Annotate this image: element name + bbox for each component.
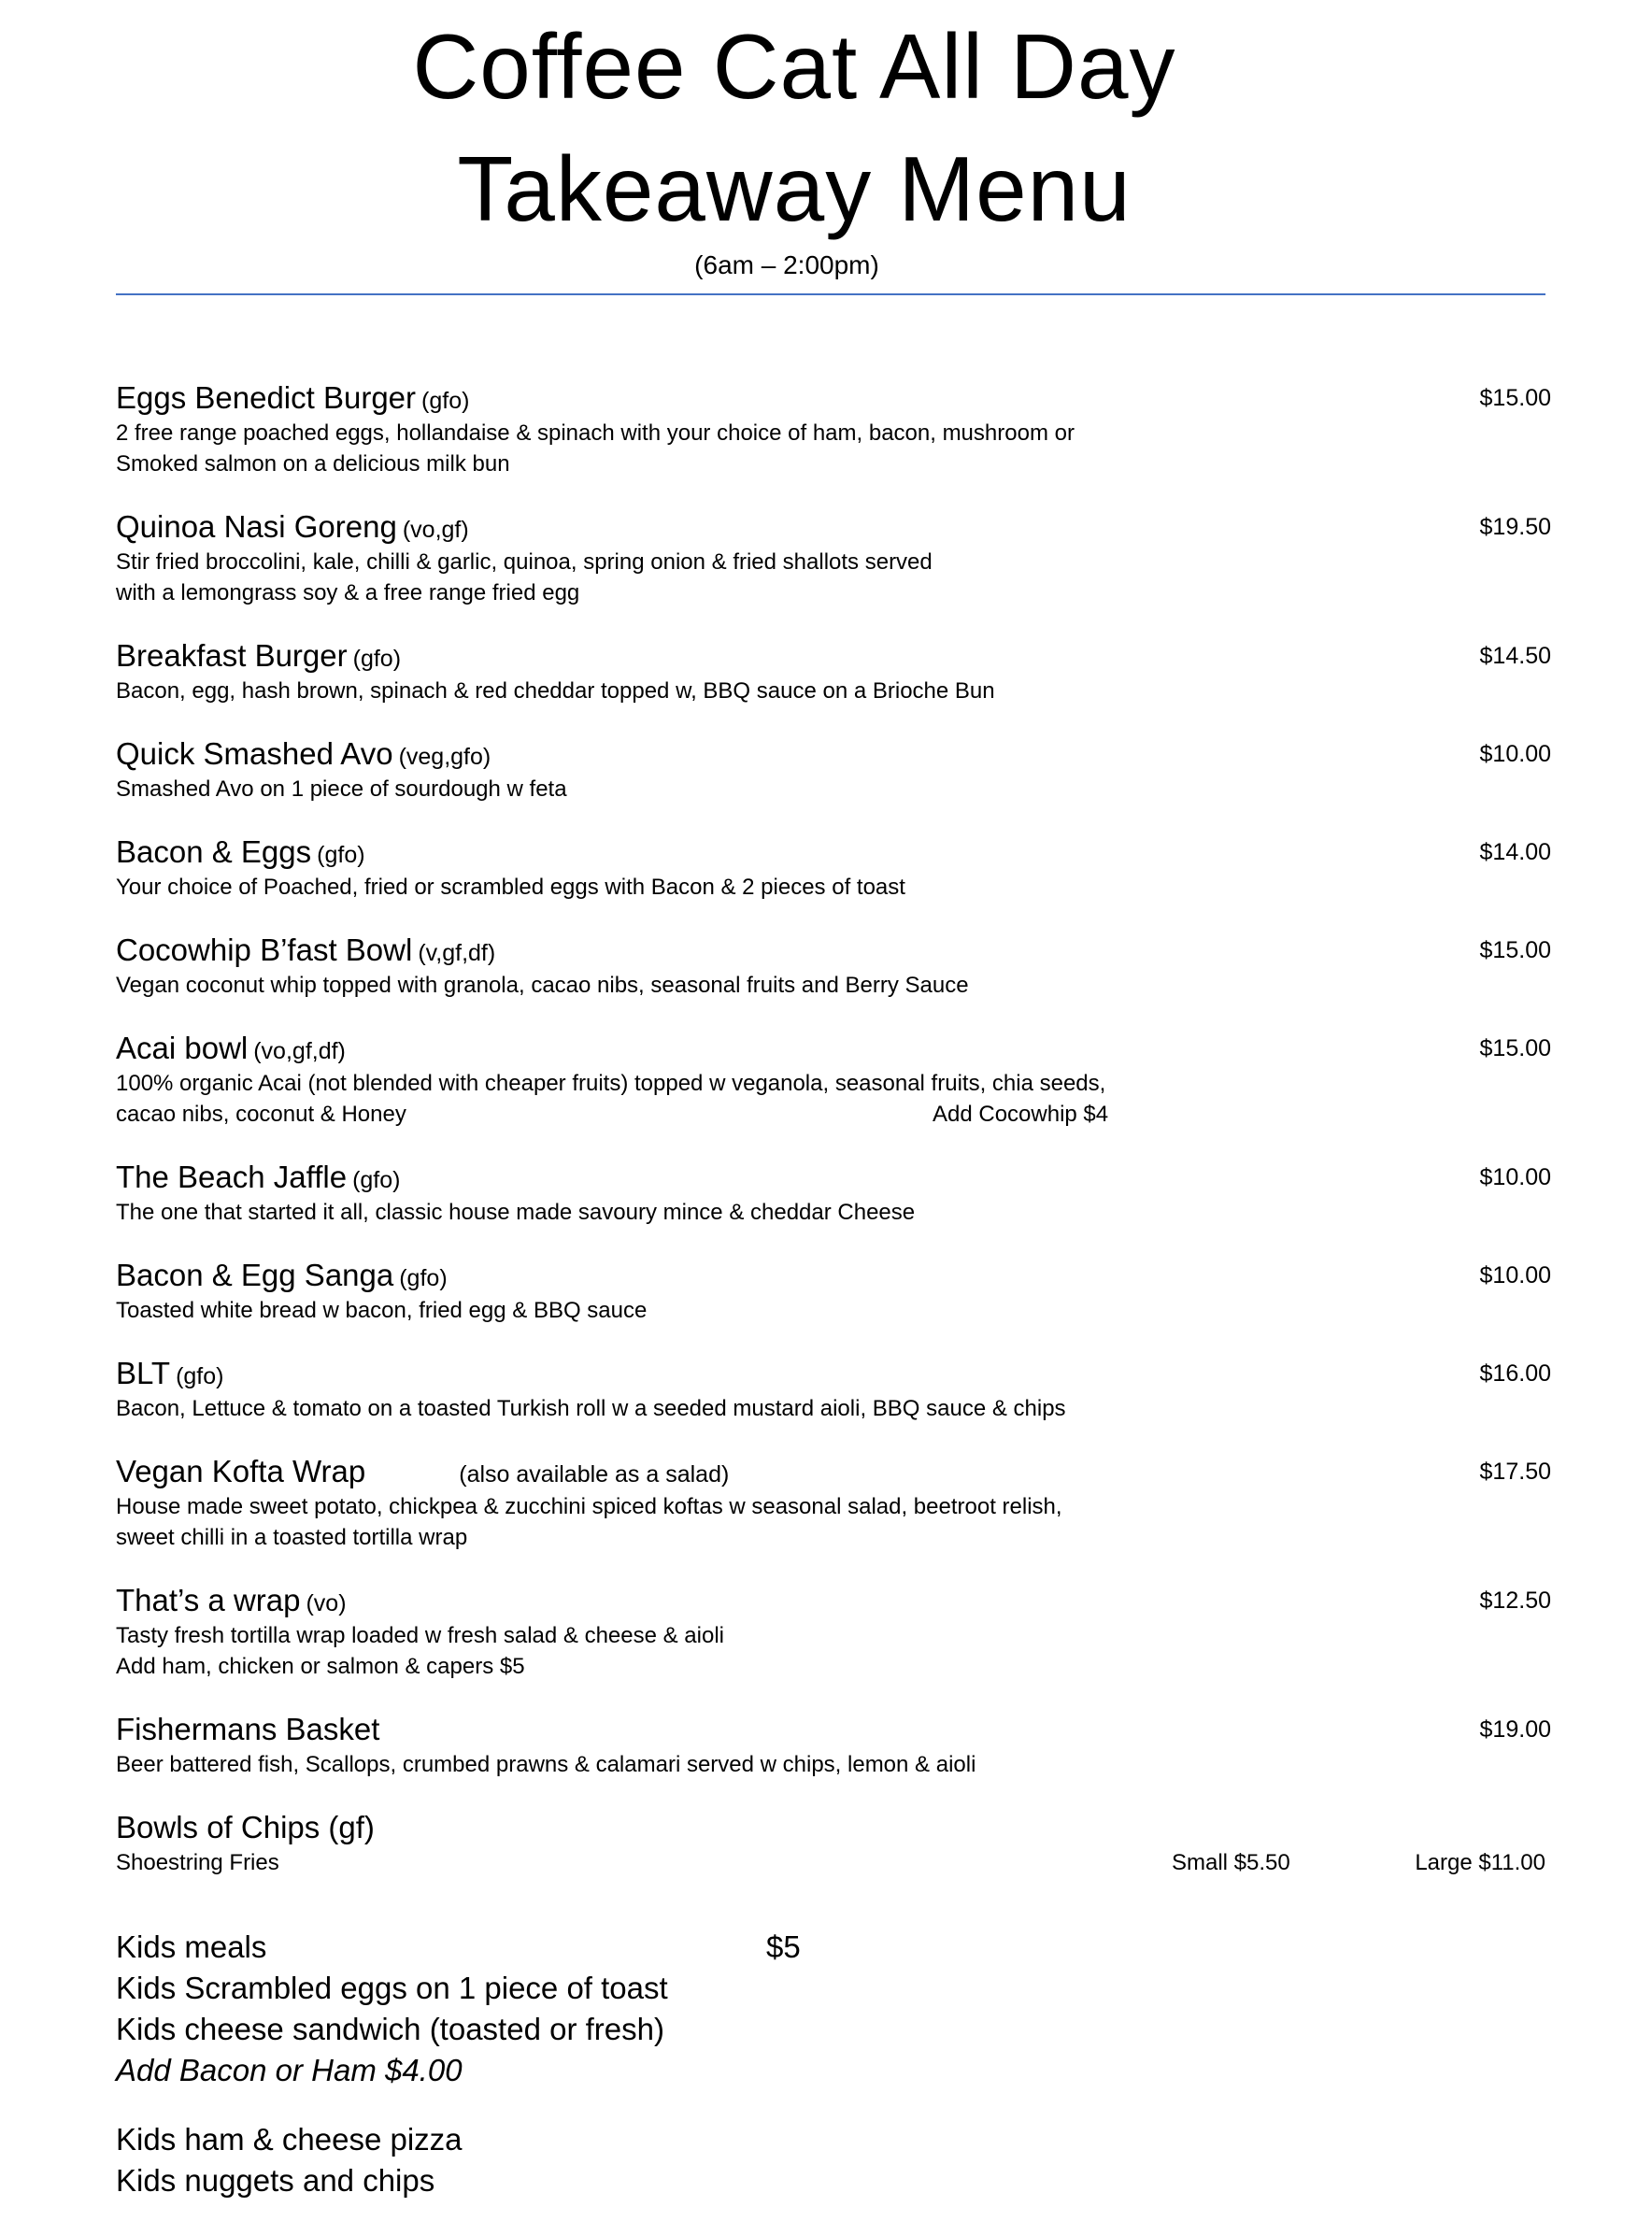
menu-item-description-line: Vegan coconut whip topped with granola, cacao nibs, seasonal fruits and Berry Sauce <box>116 973 969 998</box>
menu-item <box>116 734 1551 804</box>
menu-title-line-2: Takeaway Menu <box>457 137 1132 240</box>
menu-item-dietary-tags: (gfo) <box>399 1265 448 1291</box>
menu-item-dietary-tags: (gfo) <box>421 388 470 414</box>
menu-item-description-line: 100% organic Acai (not blended with cheaper fruits) topped w veganola, seasonal fruits, chia seeds, <box>116 1071 1106 1096</box>
header-divider <box>116 293 1545 295</box>
menu-item-note: (also available as a salad) <box>459 1461 730 1488</box>
menu-item-price: $14.00 <box>1479 839 1551 865</box>
menu-item-description-line: 2 free range poached eggs, hollandaise & spinach with your choice of ham, bacon, mushroom or <box>116 420 1075 446</box>
menu-item-name: Vegan Kofta Wrap <box>116 1454 366 1488</box>
menu-item-header <box>116 1256 1551 1295</box>
menu-item-header <box>116 1354 1551 1393</box>
menu-item-name: Eggs Benedict Burger <box>116 380 417 415</box>
menu-item-header <box>116 1452 1551 1491</box>
menu-item-price: $19.50 <box>1479 514 1551 540</box>
menu-item-header <box>116 1158 1551 1197</box>
menu-item-description <box>116 547 1237 608</box>
menu-item-description <box>116 1620 1237 1682</box>
menu-item <box>116 1710 1551 1780</box>
menu-item-name: Quick Smashed Avo <box>116 736 393 771</box>
menu-item-price: $15.00 <box>1479 1035 1551 1061</box>
menu-item-dietary-tags: (gfo) <box>352 646 402 672</box>
menu-item-header <box>116 1710 1551 1749</box>
menu-item-header <box>116 636 1551 676</box>
kids-meal-item: Kids cheese sandwich (toasted or fresh) <box>116 2012 664 2046</box>
menu-item-description <box>116 1393 1237 1424</box>
menu-item-description-line: House made sweet potato, chickpea & zucchini spiced koftas w seasonal salad, beetroot relish, <box>116 1494 1062 1519</box>
menu-item-header <box>116 1029 1551 1068</box>
menu-item-description <box>116 1197 1237 1228</box>
menu-item-name: Fishermans Basket <box>116 1712 380 1746</box>
chips-large-price: Large $11.00 <box>1415 1850 1545 1875</box>
menu-item-price: $10.00 <box>1479 1164 1551 1190</box>
menu-item-description-line: Your choice of Poached, fried or scrambled eggs with Bacon & 2 pieces of toast <box>116 875 905 900</box>
menu-item-price: $16.00 <box>1479 1360 1551 1387</box>
menu-item-description-line-with-addon <box>116 1099 1237 1130</box>
kids-meal-addon: Add Bacon or Ham $4.00 <box>116 2053 463 2087</box>
menu-item-name: Cocowhip B’fast Bowl <box>116 933 413 967</box>
kids-meals-price: $5 <box>766 1929 801 1964</box>
menu-item-description-line: cacao nibs, coconut & Honey <box>116 1102 406 1127</box>
menu-title-line-1: Coffee Cat All Day <box>412 15 1176 118</box>
menu-item-description-line: Beer battered fish, Scallops, crumbed prawns & calamari served w chips, lemon & aioli <box>116 1752 976 1777</box>
menu-item-price: $14.50 <box>1479 643 1551 669</box>
menu-item-description <box>116 418 1237 479</box>
menu-item-description-line: Smoked salmon on a delicious milk bun <box>116 451 510 477</box>
menu-item-price: $12.50 <box>1479 1587 1551 1614</box>
menu-item-dietary-tags: (vo,gf,df) <box>253 1038 346 1064</box>
menu-item-header <box>116 378 1551 418</box>
menu-item-name: Bacon & Egg Sanga <box>116 1258 394 1292</box>
menu-item-header <box>116 507 1551 547</box>
menu-item-chips <box>116 1808 1551 1878</box>
menu-item <box>116 1354 1551 1424</box>
menu-item-name: BLT <box>116 1356 171 1390</box>
menu-item-description <box>116 1491 1237 1553</box>
menu-item-description-line: Bacon, egg, hash brown, spinach & red cheddar topped w, BBQ sauce on a Brioche Bun <box>116 678 995 704</box>
menu-item-name: That’s a wrap <box>116 1583 301 1617</box>
menu-item-name: Quinoa Nasi Goreng <box>116 509 397 544</box>
menu-item <box>116 1452 1551 1553</box>
menu-item <box>116 931 1551 1001</box>
menu-item-description-line: Add ham, chicken or salmon & capers $5 <box>116 1654 525 1679</box>
menu-item <box>116 833 1551 903</box>
kids-meals-title: Kids meals <box>116 1929 267 1964</box>
menu-item-description-line: with a lemongrass soy & a free range fried egg <box>116 580 580 605</box>
menu-item-header <box>116 833 1551 872</box>
menu-item <box>116 378 1551 479</box>
kids-meal-item: Kids ham & cheese pizza <box>116 2122 463 2157</box>
menu-item-addon: Add Cocowhip $4 <box>933 1102 1109 1127</box>
menu-item-description <box>116 970 1237 1001</box>
menu-item-dietary-tags: (gfo) <box>352 1167 401 1193</box>
menu-item <box>116 1158 1551 1228</box>
menu-item-description-line: Bacon, Lettuce & tomato on a toasted Turkish roll w a seeded mustard aioli, BBQ sauce & chips <box>116 1396 1066 1421</box>
menu-item-description <box>116 872 1237 903</box>
menu-item-name: Acai bowl <box>116 1031 249 1065</box>
menu-item-name: The Beach Jaffle <box>116 1160 348 1194</box>
menu-item <box>116 507 1551 608</box>
menu-item-description <box>116 1749 1237 1780</box>
kids-meal-item: Kids nuggets and chips <box>116 2163 435 2198</box>
menu-item-description-line: sweet chilli in a toasted tortilla wrap <box>116 1525 468 1550</box>
kids-meal-item: Kids Scrambled eggs on 1 piece of toast <box>116 1971 668 2005</box>
menu-item <box>116 1029 1551 1130</box>
menu-item-dietary-tags: (v,gf,df) <box>418 940 496 966</box>
menu-item-price: $10.00 <box>1479 741 1551 767</box>
menu-item-dietary-tags: (veg,gfo) <box>398 744 491 770</box>
menu-item-description <box>116 774 1237 804</box>
kids-spacer <box>116 2091 1050 2119</box>
menu-item <box>116 1256 1551 1326</box>
menu-item-dietary-tags: (vo,gf) <box>402 517 469 543</box>
menu-item-header <box>116 1581 1551 1620</box>
opening-hours: (6am – 2:00pm) <box>694 250 879 279</box>
menu-item <box>116 636 1551 706</box>
menu-item-name: Bowls of Chips (gf) <box>116 1810 375 1844</box>
menu-item-price: $17.50 <box>1479 1459 1551 1485</box>
menu-item-description-line: The one that started it all, classic house made savoury mince & cheddar Cheese <box>116 1200 916 1225</box>
kids-meals-header <box>116 1927 1050 1968</box>
menu-item-header <box>116 734 1551 774</box>
menu-item-dietary-tags: (gfo) <box>176 1363 224 1389</box>
chips-size-row <box>116 1847 1551 1878</box>
menu-item-header <box>116 931 1551 970</box>
menu-item-description <box>116 676 1237 706</box>
menu-item-description <box>116 1295 1237 1326</box>
kids-meals-section <box>116 1927 1050 2201</box>
menu-item-header <box>116 1808 1551 1847</box>
menu-item-description-line: Stir fried broccolini, kale, chilli & garlic, quinoa, spring onion & fried shallots served <box>116 549 933 575</box>
menu-item-price: $15.00 <box>1479 385 1551 411</box>
menu-item-price: $15.00 <box>1479 937 1551 963</box>
menu-item-dietary-tags: (gfo) <box>317 842 365 868</box>
menu-item-description-line: Smashed Avo on 1 piece of sourdough w feta <box>116 776 567 802</box>
menu-item-name: Breakfast Burger <box>116 638 348 673</box>
menu-item-description-line: Toasted white bread w bacon, fried egg & BBQ sauce <box>116 1298 648 1323</box>
menu-item-price: $10.00 <box>1479 1262 1551 1288</box>
menu-item-list <box>116 378 1551 1906</box>
chips-small-price: Small $5.50 <box>1172 1850 1290 1875</box>
menu-item <box>116 1581 1551 1682</box>
menu-item-price: $19.00 <box>1479 1716 1551 1743</box>
menu-item-description <box>116 1068 1237 1130</box>
menu-item-description-line: Tasty fresh tortilla wrap loaded w fresh salad & cheese & aioli <box>116 1623 724 1648</box>
menu-item-name: Bacon & Eggs <box>116 834 312 869</box>
menu-item-description: Shoestring Fries <box>116 1850 279 1875</box>
menu-item-dietary-tags: (vo) <box>306 1590 347 1616</box>
